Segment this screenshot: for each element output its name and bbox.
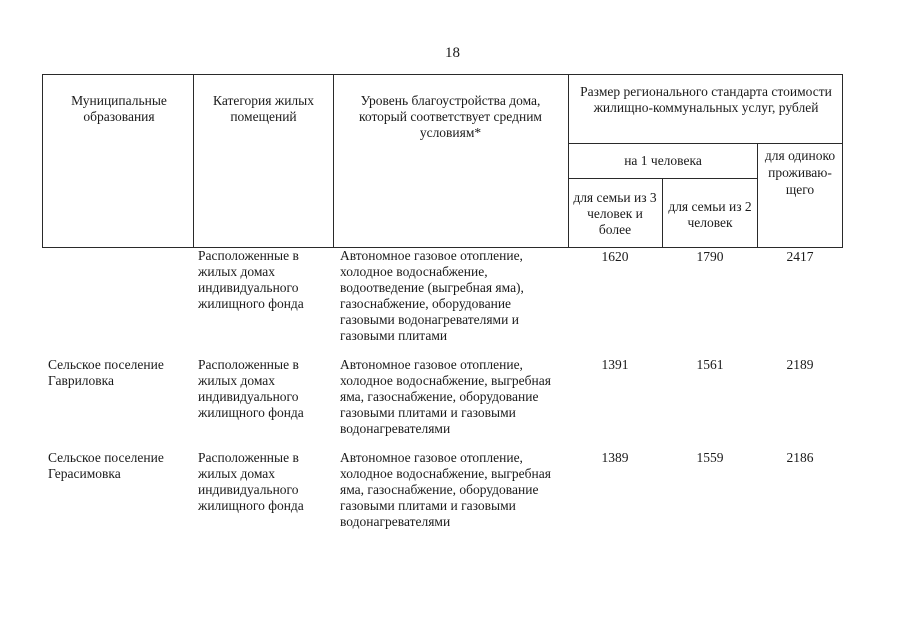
per-person-top-border	[568, 143, 843, 144]
border-col5	[757, 143, 758, 248]
border-right	[842, 74, 843, 248]
header-per-person: на 1 человека	[624, 153, 702, 168]
border-col3	[568, 74, 569, 248]
row-category: Расположенные в жилых домах индивидуального жилищного фонда	[198, 357, 304, 420]
border-left	[42, 74, 43, 248]
border-col2	[333, 74, 334, 248]
border-col4	[662, 178, 663, 248]
header-standard-size: Размер регионального стандарта стоимости жилищно-коммунальных услуг, рублей	[580, 84, 832, 115]
page-number: 18	[445, 45, 460, 61]
row-family-2: 1559	[696, 450, 724, 465]
header-level: Уровень благоустройства дома, который соответствует средним условиям*	[359, 93, 542, 140]
header-municipality: Муниципальные образования	[71, 93, 167, 124]
row-single: 2189	[786, 357, 814, 372]
row-family-3: 1620	[601, 249, 629, 264]
row-municipality: Сельское поселение Герасимовка	[48, 450, 164, 481]
header-family-3: для семьи из 3 человек и более	[573, 190, 657, 237]
row-category: Расположенные в жилых домах индивидуального жилищного фонда	[198, 248, 304, 311]
row-level: Автономное газовое отопление, холодное водоснабжение, выгребная яма, газоснабжение, оборудование газовыми плитами и газовыми водонагревателями	[340, 357, 551, 436]
row-category: Расположенные в жилых домах индивидуального жилищного фонда	[198, 450, 304, 513]
row-municipality: Сельское поселение Гавриловка	[48, 357, 164, 388]
header-category: Категория жилых помещений	[213, 93, 314, 124]
row-family-3: 1389	[601, 450, 629, 465]
header-single: для одиноко проживаю-щего	[764, 148, 836, 197]
row-level: Автономное газовое отопление, холодное водоснабжение, выгребная яма, газоснабжение, оборудование газовыми плитами и газовыми водонагревателями	[340, 450, 551, 529]
row-family-2: 1561	[696, 357, 724, 372]
row-family-2: 1790	[696, 249, 724, 264]
row-single: 2417	[786, 249, 814, 264]
row-level: Автономное газовое отопление, холодное водоснабжение, водоотведение (выгребная яма), газоснабжение, оборудование газовыми водонагревателями и газовыми плитами	[340, 248, 524, 343]
row-family-3: 1391	[601, 357, 629, 372]
row-single: 2186	[786, 450, 814, 465]
header-family-2: для семьи из 2 человек	[668, 199, 752, 230]
border-col1	[193, 74, 194, 248]
table-top-border	[42, 74, 843, 75]
